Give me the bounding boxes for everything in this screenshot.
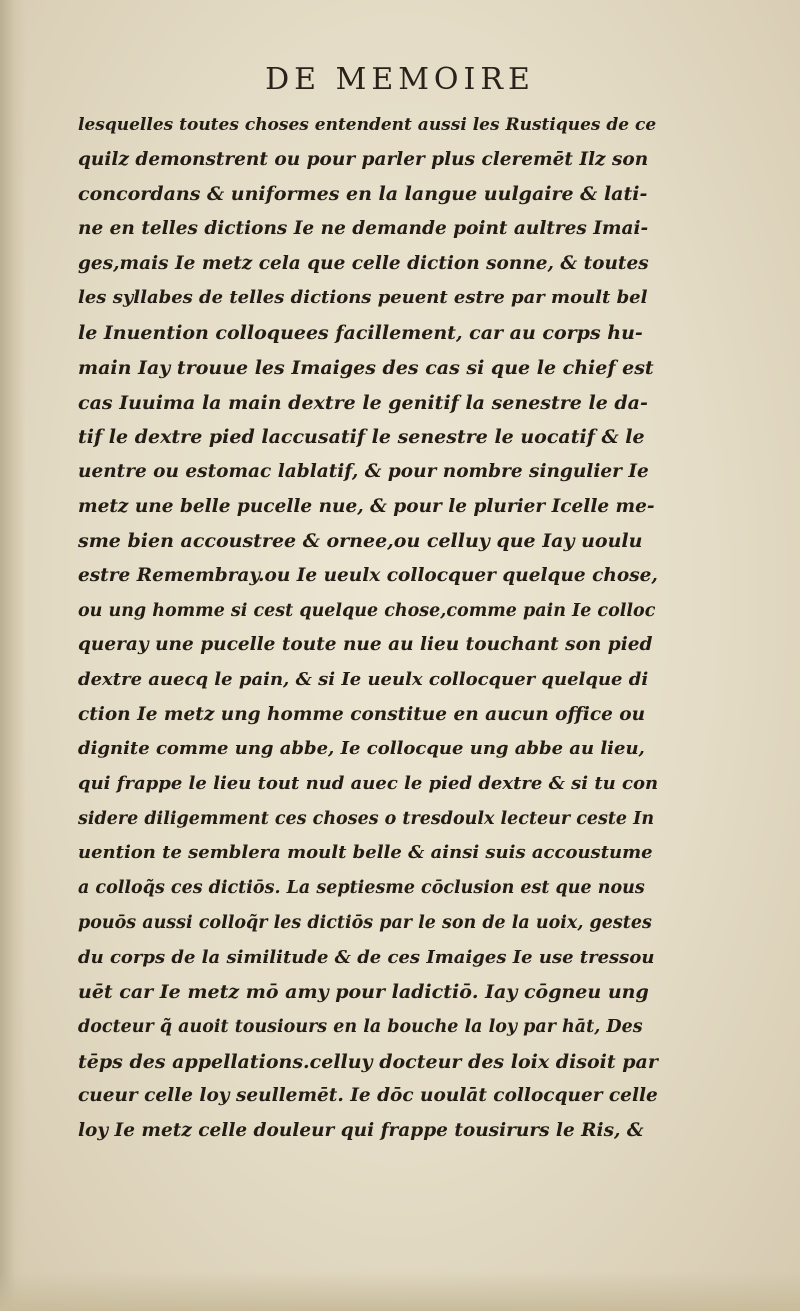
page-left-edge-shadow bbox=[0, 0, 26, 1311]
text-line: estre Remembray.ou Ie ueulx collocquer quelque chose, bbox=[78, 564, 658, 586]
text-line: loy Ie metz celle douleur qui frappe tousirurs le Ris, & bbox=[78, 1119, 644, 1141]
body-text bbox=[78, 108, 658, 1149]
text-line: ges,mais Ie metz cela que celle diction sonne, & toutes bbox=[78, 252, 649, 274]
text-line: lesquelles toutes choses entendent aussi les Rustiques de ce bbox=[78, 115, 657, 135]
text-line: qui frappe le lieu tout nud auec le pied dextre & si tu con bbox=[78, 773, 659, 795]
page-bottom-edge-shadow bbox=[0, 1271, 800, 1311]
text-line: uention te semblera moult belle & ainsi suis accoustume bbox=[78, 842, 653, 864]
text-line: concordans & uniformes en la langue uulgaire & lati- bbox=[78, 183, 648, 206]
running-head: DE MEMOIRE bbox=[265, 62, 535, 97]
text-line: les syllabes de telles dictions peuent estre par moult bel bbox=[78, 287, 648, 309]
text-line: uēt car Ie metz mō amy pour ladictiō. Iay cōgneu ung bbox=[78, 981, 649, 1004]
text-line: sme bien accoustree & ornee,ou celluy que Iay uoulu bbox=[78, 530, 643, 553]
text-line: ction Ie metz ung homme constitue en aucun office ou bbox=[78, 703, 646, 725]
text-line: tēps des appellations.celluy docteur des loix disoit par bbox=[78, 1050, 658, 1073]
text-line: uentre ou estomac lablatif, & pour nombre singulier Ie bbox=[78, 460, 649, 482]
text-line: ne en telles dictions Ie ne demande point aultres Imai- bbox=[78, 218, 649, 240]
text-line: queray une pucelle toute nue au lieu touchant son pied bbox=[78, 634, 653, 656]
text-line: metz une belle pucelle nue, & pour le plurier Icelle me- bbox=[78, 495, 655, 517]
text-line: tif le dextre pied laccusatif le senestre le uocatif & le bbox=[78, 426, 645, 449]
text-line: dignite comme ung abbe, Ie collocque ung abbe au lieu, bbox=[78, 738, 645, 760]
text-line: le Inuention colloquees facillement, car au corps hu- bbox=[78, 322, 643, 345]
text-line: cueur celle loy seullemēt. Ie dōc uoulāt collocquer celle bbox=[78, 1085, 658, 1107]
text-line: main Iay trouue les Imaiges des cas si que le chief est bbox=[78, 356, 654, 379]
text-line: du corps de la similitude & de ces Imaiges Ie use tressou bbox=[78, 946, 655, 968]
text-line: docteur q̃ auoit tousiours en la bouche la loy par hāt, Des bbox=[78, 1016, 643, 1037]
text-line: a colloq̃s ces dictiōs. La septiesme cōclusion est que nous bbox=[78, 878, 645, 899]
text-line: sidere diligemment ces choses o tresdoulx lecteur ceste In bbox=[78, 808, 655, 829]
text-line: dextre auecq le pain, & si Ie ueulx collocquer quelque di bbox=[78, 669, 649, 690]
text-line: cas Iuuima la main dextre le genitif la senestre le da- bbox=[78, 391, 648, 414]
text-line: pouōs aussi colloq̃r les dictiōs par le son de la uoix, gestes bbox=[78, 912, 652, 933]
text-line: quilz demonstrent ou pour parler plus cleremēt Ilz son bbox=[78, 148, 649, 170]
text-line: ou ung homme si cest quelque chose,comme pain Ie colloc bbox=[78, 600, 656, 621]
